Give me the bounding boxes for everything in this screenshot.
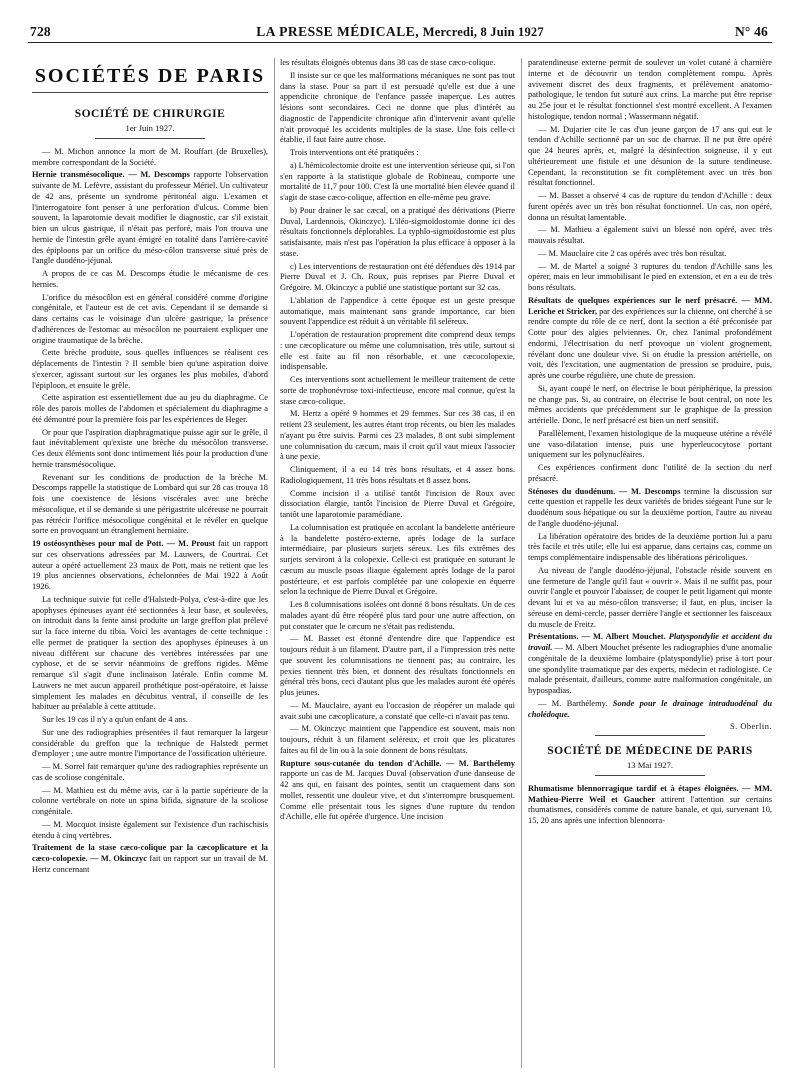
signature: S. Oberlin. [729,722,772,732]
paragraph: Il insiste sur ce que les malformations mécaniques ne sont pas tout dans la stase. Pour sa part il est persuadé qu'elle est due à une appendicite chronique de l'enfance passée inaperçue. Les autres lésions sont secondaires. Ceci ne donne que plus d'intérêt au diagnostic de l'appendicite chronique afin d'intervenir avant qu'elle n'ait provoqué les accidents multiples de la stase. Une fois celle-ci établie, il faut faire autre chose. [280,70,515,145]
paragraph: — M. de Martel a soigné 3 ruptures du tendon d'Achille sans les opérer, mais en leur immobilisant le pied en extension, et en a eu de très bons résultats. [528,261,772,292]
paragraph: — M. Basset est étonné d'entendre dire que l'appendice est toujours réduit à un filament. D'autre part, il a l'impression très nette que souvent les columnisations ne tiennent pas; au contraire, les pexies tiennent très bien, et donnent des résultats fonctionnels en général très bons, ceci d'autant plus que les malades auront été opérés plus jeunes. [280,634,515,697]
article-pott [32,539,268,593]
article-text: rapporte un cas de M. Jacques Duval (observation d'une danseuse de 42 ans qui, en faisant des pointes, sentit un craquement dans son mollet, ressentit une douleur vive, et dut s'interrompre brusquement. Comme elle présentait tous les signes d'une rupture du tendon d'Achille, elle fut opérée d'urgence. Une incision [280,769,515,822]
paragraph: b) Pour drainer le sac cæcal, on a pratiqué des dérivations (Pierre Duval, Lardennois, Okinczyc). L'iléo-sigmoïdostomie donne ici des résultats fonctionnels déplorables. La typhlo-sigmoïdostomie est plus satisfaisante, mais n'est pas l'opération la plus efficace à opposer à la stase. [280,205,515,258]
article-text: par des expériences sur la chienne, ont cherché à se rendre compte du rôle de ce nerf, dont la section a été préconisée par Cotte pour des algies pelviennes. Or, chez l'animal profondément endormi, l'électrisation du nerf provoque un violent grognement, révélant donc une douleur vive. Si on étudie la pression artérielle, on voit, dès l'excitation, une augmentation de pression se produire, puis, après une courbe régulière, une chute de pression. [528,306,772,380]
article-heading: Rhumatisme blennorragique tardif et à étapes éloignées. — MM. Mathieu-Pierre Weil et Gaucher [528,783,772,804]
paragraph: M. Hertz a opéré 9 hommes et 29 femmes. Sur ces 38 cas, il en retient 23 seulement, les autres étant trop récents, ou bien les malades n'ayant pu être suivis. Parmi ces 23 malades, 8 ont subi simplement une columnisation du cæcum, mais il croit qu'il vaut mieux l'associer à une pexie. [280,409,515,462]
paragraph: — M. Sorrel fait remarquer qu'une des radiographies représente un cas de scoliose congénitale. [32,762,268,782]
page-number: 728 [30,24,51,39]
paragraph: La technique suivie fut celle d'Halstedt-Polya, c'est-à-dire que les apophyses épineuses ayant été sectionnées à leur base, et soulevées, on introduit dans la fente ainsi produite un large greffon plat prélevé sur la face interne du tibia. Voici les avantages de cette technique : elle permet de pratiquer la section des apophyses épineuses à un niveau différent sur chacune des vertèbres intéressées par une cyphose, et de se servir néanmoins de greffons rigides. Même remarque s'il s'agit d'une inclinaison latérale. Enfin comme M. Lauwers ne met aucun appareil prothétique post-opératoire, et laisse simplement les malades en décubitus ventral, il conseille de les habituer au préalable à cette attitude. [32,594,268,712]
section-rule [32,92,268,93]
article-heading: Rupture sous-cutanée du tendon d'Achille. — M. Barthélemy [280,758,515,768]
paragraph: — M. Dujarier cite le cas d'un jeune garçon de 17 ans qui eut le tendon d'Achille sectionné par un soc de charrue. Il ne put être opéré que 24 heures après, et, malgré la désinfection soigneuse, il y eut ultérieurement une fistule et une désunion de la suture tendineuse. Cependant, la reconstitution se fit complètement avec un très bon résultat fonctionnel. [528,124,772,188]
column-3 [528,58,772,1070]
paragraph: Sur les 19 cas il n'y a qu'un enfant de 4 ans. [42,715,188,724]
article-heading: 19 ostéosynthèses pour mal de Pott. — M. Proust [32,539,215,548]
article-rhumatisme [528,784,772,827]
paragraph: c) Les interventions de restauration ont été défendues dès 1914 par Pierre Duval et J. Ch. Roux, puis reprises par Pierre Duval et Grégoire. M. Okinczyc a publié une statistique portant sur 32 cas. [280,261,515,292]
paragraph: — M. Mathieu a également suivi un blessé non opéré, avec très mauvais résultat. [528,225,772,245]
meeting-date: 13 Mai 1927. [626,760,674,770]
paragraph: La columnisation est pratiquée en accolant la bandelette antérieure à la bandelette postéro-externe, après lodage de la surface intermédiaire, par plusieurs surjets séreux. Les fils extrêmes des surjets serviront à la colopexie. Celle-ci est pratiquée en suturant le cæcum au muscle psoas iliaque également après lodage de la paroi postérieure, et est parfois complétée par une colopexie en équerre selon la technique de Pierre Duval et Grégoire. [280,522,515,597]
article-heading: Résultats de quelques expériences sur le nerf présacré. — MM. Leriche et Stricker, [528,295,772,316]
article-heading: Hernie transmésocolique. — M. Descomps [32,170,190,180]
presentation-title: Sonde pour le drainage intraduodénal du cholédoque. [528,698,772,719]
paragraph: Si, ayant coupé le nerf, on électrise le bout périphérique, la pression ne change pas. Si, au contraire, on électrise le bout central, on note les mêmes accidents que précédemment sur le graphique de la pression artérielle. Donc, le nerf présacré est bien un nerf sensitif. [528,383,772,425]
paragraph: Or pour que l'aspiration diaphragmatique puisse agir sur le grêle, il faut inévitablement qu'existe une brèche du mésocôlon transverse. Ces deux éléments sont donc intimement liés pour la production d'une hernie transmésocolique. [32,427,268,469]
paragraph: paratendineuse externe permit de soulever un volet cutané à charnière interne et de découvrir un tendon complètement rompu. Après avivement discret des deux fragments, et prélèvement anatomo-pathologique, le tendon fut suturé aux crins. La marche put être reprise au 25e jour et le résultat fonctionnel s'est montré excellent. A l'examen histologique, tendon normal ; Wassermann négatif. [528,58,772,121]
paragraph: A propos de ce cas M. Descomps étudie le mécanisme de ces hernies. [32,269,268,289]
column-divider [274,58,275,1068]
paragraph: les résultats éloignés obtenus dans 38 cas de stase cæco-colique. [280,58,496,67]
article-heading: Traitement de la stase cæco-colique par la cæcoplicature et la cæco-colopexie. — M. Okinczyc [32,843,268,863]
article-text: attirent l'attention sur certains rhumatismes, considérés comme de nature banale, et qui, survenant 10, 15, 20 ans après une infection blennorra- [528,794,772,825]
paragraph: Cette aspiration est essentiellement due au jeu du diaphragme. Ce rôle des parois molles de l'abdomen et spécialement du diaphragme a été démontré pour la première fois par les expériences de Heger. [32,393,268,424]
society-rule [595,775,705,776]
paragraph: Revenant sur les conditions de production de la brèche M. Descomps rappelle la statistique de Lombard qui sur 28 cas trouva 18 fois une coexistence de lésions viscérales avec une brèche mésocolique, et il se demande si une périgastrite ulcéreuse ne pourrait pas rétrécir l'orifice mésocolique congénital et le révéler en quelque sorte en provoquant un étranglement herniaire. [32,472,268,536]
society-title: SOCIÉTÉ DE MÉDECINE DE PARIS [547,745,753,757]
article-presentations [528,632,772,697]
article-text: fait un rapport sur un travail de M. Hertz concernant [32,854,268,874]
paragraph: Ces expériences confirment donc l'utilité de la section du nerf présacré. [528,463,772,483]
article-text: rapporte l'observation suivante de M. Lefèvre, assistant du professeur Mériel. Un cultivateur de 42 ans, présente un syndrome péritonéal aigu. L'examen et l'interrogatoire font penser à une perforation d'ulcus. Comme bien souvent, la laparotomie devait modifier le diagnostic, car s'il existait bien un ulcus gastrique, il n'était pas perforé, mais l'on trouva une hernie de l'intestin grêle ayant émigré en totalité dans l'arrière-cavité des épiploons par un orifice du méso-côlon transverse situé près de l'angle duodéno-jéjunal. [32,170,268,266]
paragraph: Comme incision il a utilisé tantôt l'incision de Roux avec dissociation élargie, tantôt l'incision de Pierre Duval et Grégoire, tantôt une laparotomie paramédiane. [280,488,515,519]
page-header [28,22,772,43]
article-text: — M. Albert Mouchet présente les radiographies d'une anomalie congénitale de la deuxième lombaire (platyspondylie) prise à tort pour une spondylite traumatique par des experts, médecin et radiologiste. Ce malade présentait, d'ailleurs, comme autre malformation congénitale, un hypospadias. [528,643,772,695]
paragraph: Les 8 columnisations isolées ont donné 8 bons résultats. Un de ces malades ayant dû être réopéré plus tard pour une autre affection, on put constater que le cæcum ne s'était pas redistendu. [280,600,515,631]
article-text: fait un rapport sur ces observations adressées par M. Lauwers, de Courtrai. Cet auteur a opéré actuellement 23 maux de Pott, mais ne retient que les 19 plus anciennes observations, échelonnées de Mai 1922 à Août 1926. [32,539,268,591]
paragraph: — M. Okinczyc maintient que l'appendice est souvent, mais non toujours, réduit à un filament seléreux, et croit que les plicatures faites au fil de lin ou à la soie donnent de bons résultats. [280,724,515,755]
paragraph: a) L'hémicolectomie droite est une intervention sérieuse qui, si l'on s'en rapporte à la statistique globale de Robineau, comporte une mortalité de 11,7 pour 100. C'est là une mortalité bien élevée quand il s'agit de stase cæco-colique, affection en elle-même peu grave. [280,160,515,202]
journal-title [28,24,772,40]
article-nerf [528,296,772,382]
presentation-title: Platyspondylie et accident du travail. [528,632,772,652]
article-stase [32,843,268,875]
paragraph: — M. Mocquot insiste également sur l'existence d'un rachischisis étendu à cinq vertèbres. [32,819,268,840]
column-divider [521,58,522,1068]
column-1 [32,58,268,1070]
paragraph: Cliniquement, il a eu 14 très bons résultats, et 4 assez bons. Radiologiquement, 11 très bons résultats et 8 assez bons. [280,465,515,485]
article-stenoses [528,487,772,530]
section-rule [595,735,705,736]
paragraph: — M. Mathieu est du même avis, car à la partie supérieure de la colonne vertébrale on note un spina bifida, signature de la scoliose congénitale. [32,785,268,816]
article-rupture [280,759,515,824]
section-title: SOCIÉTÉS DE PARIS [34,65,266,87]
paragraph: — M. Basset a observé 4 cas de rupture du tendon d'Achille : deux furent opérés avec un très bon résultat fonctionnel. Un cas, non opéré, donna un résultat lamentable. [528,191,772,222]
paragraph: — M. Michon annonce la mort de M. Rouffart (de Bruxelles), membre correspondant de la Société. [32,146,268,167]
issue-number: N° 46 [734,24,768,39]
meeting-date: 1er Juin 1927. [125,123,175,133]
paragraph: Au niveau de l'angle duodéno-jéjunal, l'obstacle réside souvent en une fermeture de l'angle qu'il faut « ouvrir ». Mais il ne suffit pas, pour ouvrir l'angle et pouvoir l'abaisser, de couper le petit ligament qui monte devant lui et va au méso-côlon transverse; il faut, en plus, inciser la séreuse en demi-cercle, passer derrière l'angle et sectionner les faisceaux du muscle de Freitz. [528,565,772,629]
article-heading: Présentations. — M. Albert Mouchet. [528,632,666,642]
paragraph: Parallèlement, l'examen histologique de la muqueuse utérine a révélé une vaso-dilatation intense, puis une hyperleucocytose portant uniquement sur les polynucléaires. [528,428,772,460]
article-heading: Sténoses du duodénum. — M. Descomps [528,486,681,496]
paragraph: L'ablation de l'appendice à cette époque est un geste presque automatique, mais maintenant sans grande importance, car bien souvent l'appendice est réduit à un véritable fil seléreux. [280,295,515,327]
paragraph: Trois interventions ont été pratiquées : [290,148,419,157]
journal-name: LA PRESSE MÉDICALE, [256,24,420,39]
paragraph: Ces interventions sont actuellement le meilleur traitement de cette sorte de trophonévrose toxi-infectieuse, encore mal connue, qu'est la stase cæco-colique. [280,375,515,406]
article-text: termine la discussion sur cette question et rappelle les deux variétés de brides siégeant l'une sur le duodénum sous hépatique ou sur la deuxième portion, l'autre au niveau de l'angle duodéno-jéjunal. [528,486,772,528]
paragraph: — M. Mauclaire cite 2 cas opérés avec très bon résultat. [538,248,727,258]
paragraph: L'orifice du mésocôlon est en général considéré comme d'origine congénitale, et l'auteur est de cet avis. Cependant il se demande si dans certains cas le voisinage d'un ulcère gastrique, la présence d'adhérences de l'estomac au mésocôlon ne pourraient expliquer une origine traumatique de la brèche. [32,292,268,345]
paragraph: — M. Mauclaire, ayant eu l'occasion de réopérer un malade qui avait subi une cæcoplicature, a constaté que celle-ci n'avait pas tenu. [280,700,515,721]
author: — M. Barthélemy. [538,698,608,708]
paragraph: Cette brèche produite, sous quelles influences se réalisent ces déplacements de l'intestin ? Il semble bien qu'une aspiration doive s'exercer, agissant surtout sur les organes les plus mobiles, d'abord l'épiploon, et ensuite le grêle. [32,348,268,390]
society-rule [95,138,205,139]
paragraph: La libération opératoire des brides de la deuxième portion lui a paru très facile et très utile; elle lui est apparue, dans certains cas, comme un temps complémentaire indispensable des libérations péricoliques. [528,531,772,562]
paragraph-barthelemy [528,699,772,721]
paragraph: L'opération de restauration proprement dite comprend deux temps : une cæcoplicature ou même une columnisation, très utile, surtout si elle est faite au fil non résorbable, et une cæcocolopexie, indispensable. [280,330,515,372]
paragraph: Sur une des radiographies présentées il faut remarquer la largeur considérable du greffon que la technique de Halstedt permet d'employer ; une autre montre l'importance de l'ossification ultérieure. [32,727,268,759]
column-2 [280,58,515,1070]
issue-date: Mercredi, 8 Juin 1927 [422,25,544,39]
article-hernie [32,170,268,267]
society-title: SOCIÉTÉ DE CHIRURGIE [74,108,226,120]
